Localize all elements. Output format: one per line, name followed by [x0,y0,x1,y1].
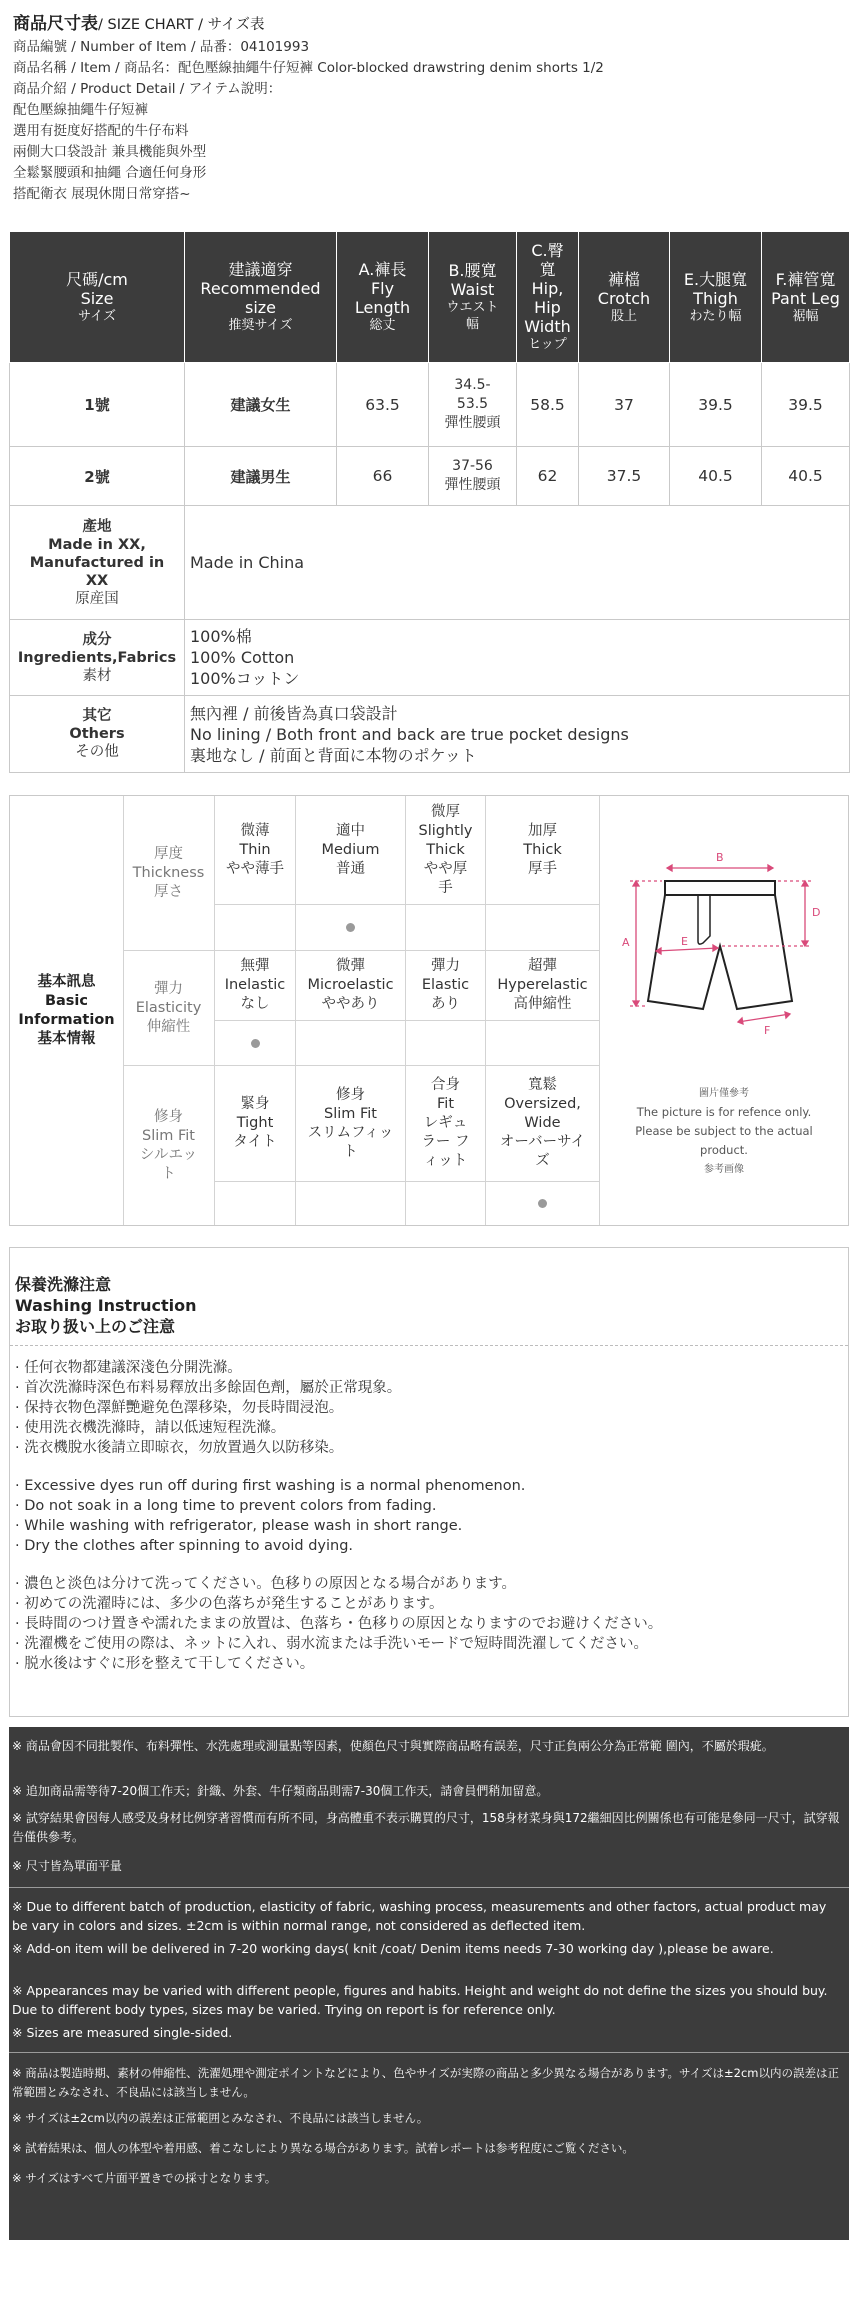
leg-cell: 39.5 [762,363,850,447]
product-header [13,12,848,205]
note-zh: ※ 追加商品需等待7-20個工作天；針織、外套、牛仔類商品則需7-30個工作天，請會員們稍加留意。 [12,1784,549,1798]
selected-dot-icon [538,1199,547,1208]
selected-dot-icon [346,923,355,932]
wash-line: · While washing with refrigerator, please wash in short range. [15,1518,463,1534]
thigh-cell: 40.5 [670,447,762,506]
elasticity-option-elastic: 彈力 Elastic あり [406,951,486,1021]
divider [10,1345,848,1346]
note-zh: ※ 尺寸皆為單面平量 [12,1859,122,1873]
material-row [10,620,850,696]
fit-mark-cell [406,1182,486,1225]
thickness-option-thin: 微薄 Thin やや薄手 [215,796,296,905]
diagram-letter: B [716,851,724,864]
fit-mark-cell [296,1182,406,1225]
material-value: 100%棉 100% Cotton 100%コットン [185,620,850,696]
thickness-mark-cell [296,905,406,951]
elasticity-mark-cell [215,1021,296,1066]
diagram-letter: F [764,1024,771,1037]
elasticity-mark-cell [486,1021,600,1066]
wash-line: · 脱水後はすぐに形を整えて干してください。 [15,1656,315,1672]
product-detail-line: 選用有挺度好搭配的牛仔布料 [13,123,189,139]
note-zh: ※ 商品會因不同批製作、布料彈性、水洗處理或測量點等因素，使顏色尺寸與實際商品略有誤差，尺寸正負兩公分為正常範 圍內，不屬於瑕疵。 [12,1739,774,1753]
thickness-option-medium: 適中 Medium 普通 [296,796,406,905]
thickness-label: 厚度 Thickness 厚さ [123,796,215,951]
size-table [9,231,850,773]
thickness-mark-cell [406,905,486,951]
wash-line: · 首次洗滌時深色布料易釋放出多餘固色劑，屬於正常現象。 [15,1380,402,1396]
diagram-letter: A [622,936,630,949]
recommend-cell: 建議男生 [185,447,337,506]
divider [9,2052,849,2053]
product-detail-line: 配色壓線抽繩牛仔短褲 [13,102,148,118]
origin-label: 產地 Made in XX, Manufactured in XX 原産国 [10,506,185,620]
others-row [10,696,850,773]
elasticity-option-hyperelastic: 超彈 Hyperelastic 高伸縮性 [486,951,600,1021]
elasticity-option-microelastic: 微彈 Microelastic ややあり [296,951,406,1021]
length-cell: 63.5 [337,363,429,447]
waist-cell: 37-56 彈性腰頭 [429,447,517,506]
wash-line: · 長時間のつけ置きや濡れたままの放置は、色落ち・色移りの原因となりますのでお避けください。 [15,1616,663,1632]
fit-label: 修身 Slim Fit シルエッ ト [123,1066,215,1225]
thickness-mark-cell [215,905,296,951]
elasticity-label: 彈力 Elasticity 伸縮性 [123,951,215,1066]
fit-mark-cell [215,1182,296,1225]
diagram-letter: E [681,935,688,948]
note-en: ※ Add-on item will be delivered in 7-20 working days( knit /coat/ Denim items needs 7-30 working day ),please be aware. [12,1941,774,1956]
divider [9,1887,849,1888]
wash-line: · 使用洗衣機洗滌時，請以低速短程洗滌。 [15,1420,286,1436]
wash-line: · 洗衣機脫水後請立即晾衣，勿放置過久以防移染。 [15,1440,344,1456]
header-thigh: E.大腿寬 Thigh わたり幅 [670,232,762,363]
table-row [10,447,850,506]
length-cell: 66 [337,447,429,506]
thickness-mark-cell [486,905,600,951]
leg-cell: 40.5 [762,447,850,506]
header-crotch: 褲檔 Crotch 股上 [579,232,670,363]
elasticity-mark-cell [406,1021,486,1066]
waist-cell: 34.5- 53.5 彈性腰頭 [429,363,517,447]
hip-cell: 58.5 [517,363,579,447]
note-en: ※ Appearances may be varied with different people, figures and habits. Height and weight do not define the sizes you should buy. Due to different body types, sizes may be varied. Trying on report is for reference only. [12,1983,828,2017]
product-detail-line: 全鬆緊腰頭和抽繩 合適任何身形 [13,165,207,181]
fit-option-regular: 合身 Fit レギュ ラー フ ィット [406,1066,486,1182]
origin-row [10,506,850,620]
note-zh: ※ 試穿結果會因每人感受及身材比例穿著習慣而有所不同，身高體重不表示購買的尺寸，158身材菜身與172繼細因比例關係也有可能是參同一尺寸，試穿報告僅供參考。 [12,1811,840,1844]
material-label: 成分 Ingredients,Fabrics 素材 [10,620,185,696]
wash-line: · 洗濯機をご使用の際は、ネットに入れ、弱水流または手洗いモードで短時間洗濯してください。 [15,1636,649,1652]
wash-line: · 任何衣物都建議深淺色分開洗滌。 [15,1360,242,1376]
header-size: 尺碼/cm Size サイズ [10,232,185,363]
note-jp: ※ 試着結果は、個人の体型や着用感、着こなしにより異なる場合があります。試着レポートは参考程度にご覧ください。 [12,2141,634,2155]
washing-title: 保養洗滌注意 Washing Instruction お取り扱い上のご注意 [15,1275,197,1336]
washing-instruction-panel [9,1247,849,1717]
thigh-cell: 39.5 [670,363,762,447]
basic-info-panel [9,795,849,1226]
wash-line: · 濃色と淡色は分けて洗ってください。色移りの原因となる場合があります。 [15,1576,517,1592]
product-detail-line: 搭配衛衣 展現休閒日常穿搭~ [13,186,191,202]
washing-list [15,1358,843,1674]
header-hip: C.臀 寬 Hip, Hip Width ヒップ [517,232,579,363]
wash-line: · 初めての洗濯時には、多少の色落ちが発生することがあります。 [15,1596,444,1612]
thickness-option-thick: 加厚 Thick 厚手 [486,796,600,905]
wash-line: · Do not soak in a long time to prevent colors from fading. [15,1498,437,1514]
wash-line: · Excessive dyes run off during first washing is a normal phenomenon. [15,1478,526,1494]
product-detail-line: 兩側大口袋設計 兼具機能與外型 [13,144,207,160]
others-label: 其它 Others その他 [10,696,185,773]
product-detail-label: 商品介紹 / Product Detail / アイテム說明： [13,81,282,97]
page-title [13,12,848,37]
note-en: ※ Sizes are measured single-sided. [12,2025,233,2040]
note-jp: ※ サイズは±2cm以内の誤差は正常範囲とみなされ、不良品には該当しません。 [12,2111,429,2125]
item-name: 商品名稱 / Item / 商品名：配色壓線抽繩牛仔短褲 Color-blocked drawstring denim shorts 1/2 [13,60,604,76]
header-pant-leg: F.褲管寬 Pant Leg 裾幅 [762,232,850,363]
fit-option-slim: 修身 Slim Fit スリムフィッ ト [296,1066,406,1182]
wash-line: · 保持衣物色澤鮮艷避免色澤移染，勿長時間浸泡。 [15,1400,344,1416]
recommend-cell: 建議女生 [185,363,337,447]
note-jp: ※ 商品は製造時期、素材の伸縮性、洗濯処理や測定ポイントなどにより、色やサイズが実際の商品と多少異なる場合があります。サイズは±2cm以内の誤差は正常範囲とみなされ、不良品には該当しません。 [12,2066,840,2099]
others-value: 無內裡 / 前後皆為真口袋設計 No lining / Both front and back are true pocket designs 裏地なし / 前面と背面に本物のポケット [185,696,850,773]
shorts-icon [600,796,848,1086]
elasticity-option-inelastic: 無彈 Inelastic なし [215,951,296,1021]
elasticity-mark-cell [296,1021,406,1066]
note-jp: ※ サイズはすべて片面平置きでの採寸となります。 [12,2171,277,2185]
note-en: ※ Due to different batch of production, elasticity of fabric, washing process, measurements and other factors, actual product may be vary in colors and sizes. ±2cm is within normal range, not considered as deflected item. [12,1899,827,1933]
header-waist: B.腰寬 Waist ウエスト 幅 [429,232,517,363]
origin-value: Made in China [185,506,850,620]
basic-info-label: 基本訊息 Basic Information 基本情報 [10,796,124,1225]
picture-caption: 圖片僅參考 The picture is for refence only. Please be subject to the actual product. 参考画像 [635,1088,813,1175]
fit-option-oversized: 寬鬆 Oversized, Wide オーバーサイ ズ [486,1066,600,1182]
notes-panel [9,1727,849,2240]
crotch-cell: 37.5 [579,447,670,506]
fit-option-tight: 緊身 Tight タイト [215,1066,296,1182]
diagram-letter: D [812,906,821,919]
wash-line: · Dry the clothes after spinning to avoid dying. [15,1538,354,1554]
shorts-diagram [600,796,848,1225]
size-table-header [10,232,850,363]
hip-cell: 62 [517,447,579,506]
selected-dot-icon [251,1039,260,1048]
header-recommended-size: 建議適穿 Recommended size 推奨サイズ [185,232,337,363]
fit-mark-cell [486,1182,600,1225]
item-number: 商品編號 / Number of Item / 品番：04101993 [13,39,310,55]
thickness-option-slightly-thick: 微厚 Slightly Thick やや厚 手 [406,796,486,905]
size-cell: 2號 [10,447,185,506]
table-row [10,363,850,447]
crotch-cell: 37 [579,363,670,447]
title-rest: / SIZE CHART / サイズ表 [98,17,265,33]
title-main: 商品尺寸表 [13,14,98,34]
header-length: A.褲長 Fly Length 総丈 [337,232,429,363]
size-cell: 1號 [10,363,185,447]
